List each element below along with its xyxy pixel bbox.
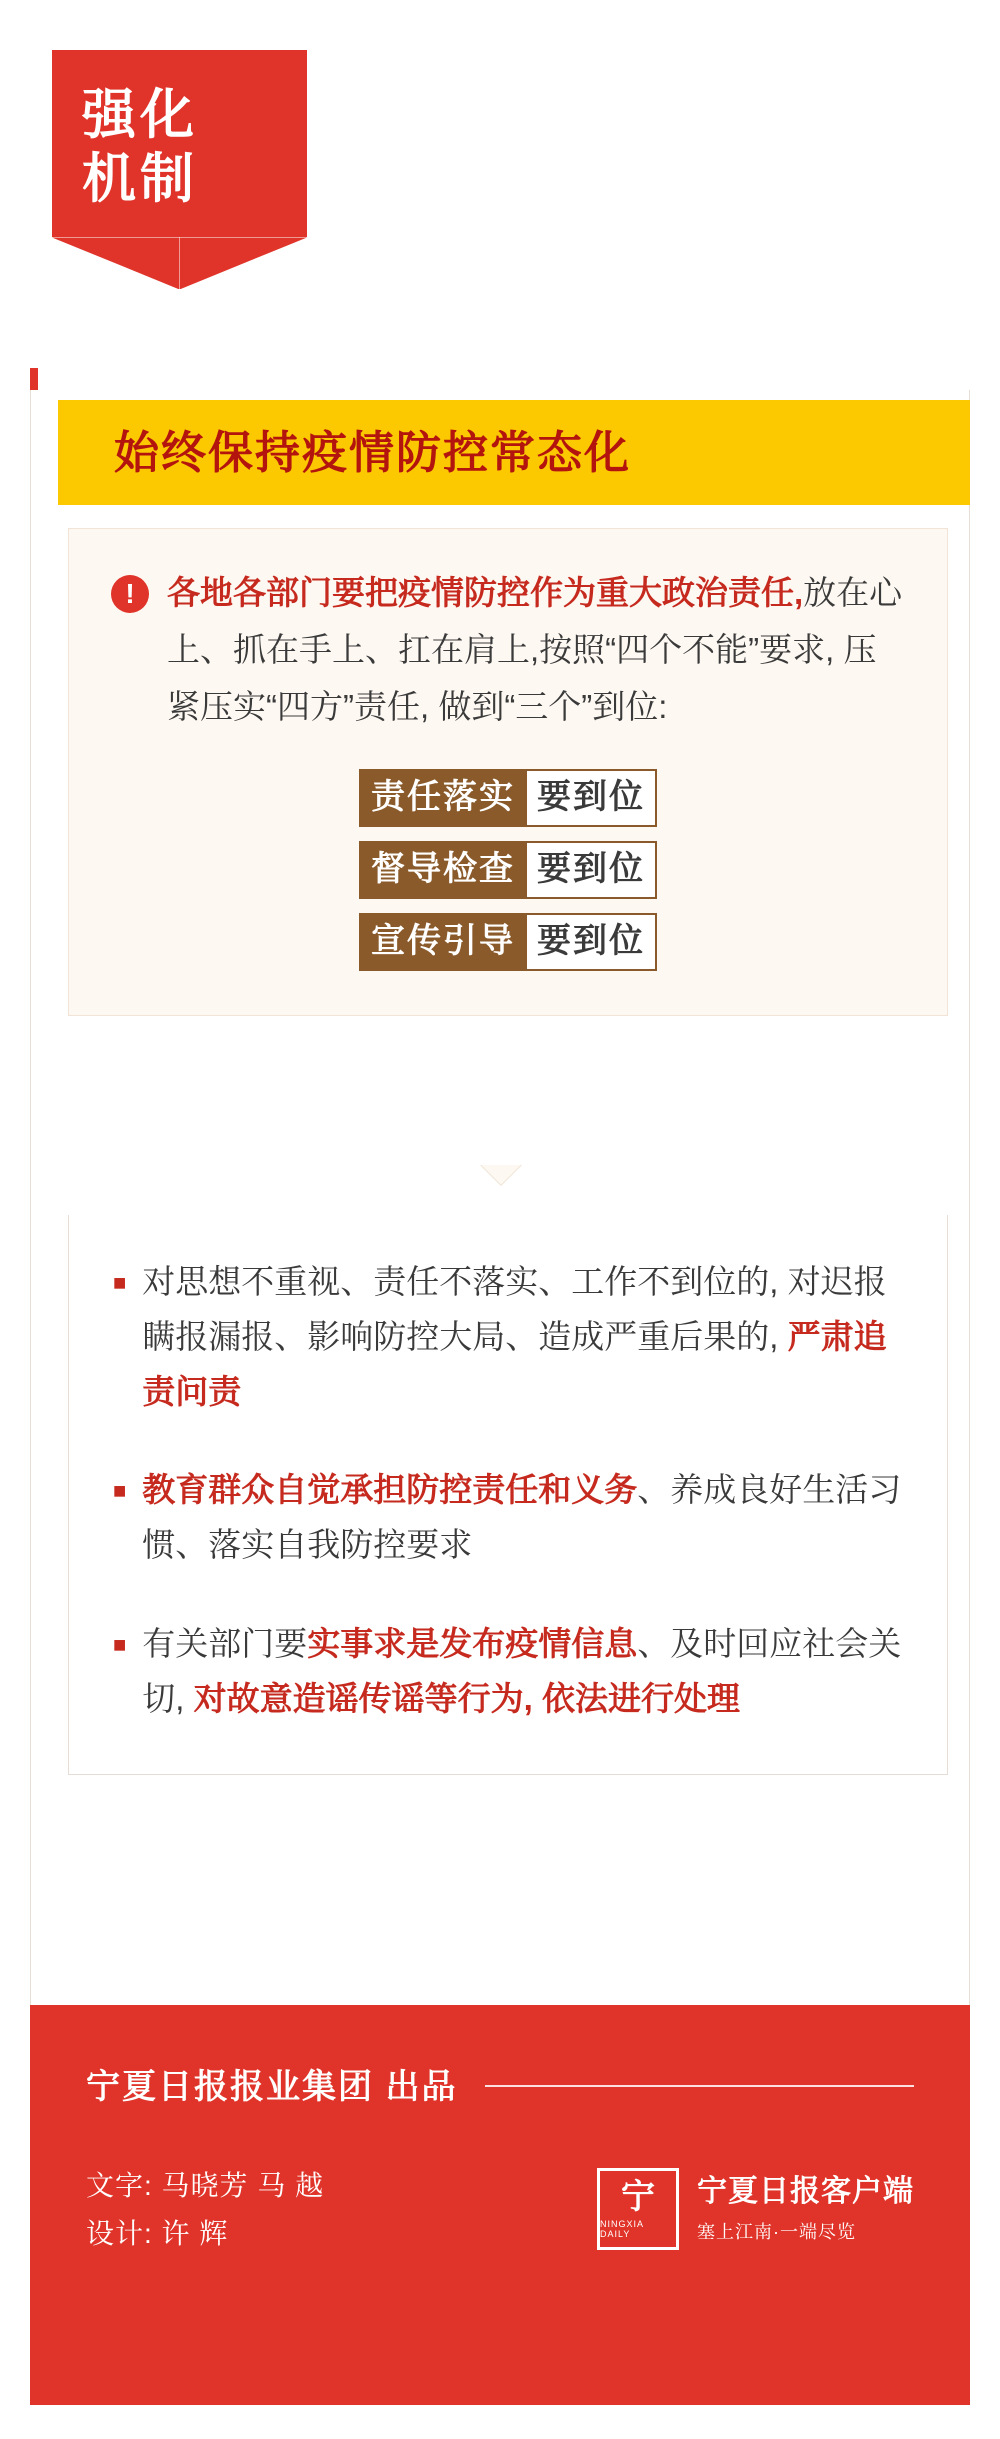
- brand-block: [597, 2168, 914, 2250]
- segment-emphasis: 实事求是发布疫情信息: [307, 1624, 638, 1662]
- credit-writer: 文字: 马晓芳 马 越: [86, 2170, 325, 2201]
- banner-body: [52, 50, 307, 237]
- slogan-rest: 要到位: [525, 769, 657, 827]
- credit-designer: 设计: 许 辉: [86, 2217, 229, 2249]
- segment-emphasis: 严肃追责问责: [142, 1317, 887, 1410]
- callout-box: [68, 528, 948, 1016]
- segment-plain: 、养成良好生活习惯、落实自我防控要求: [142, 1471, 902, 1564]
- list-item: [113, 1255, 903, 1419]
- bullet-list: [68, 1215, 948, 1775]
- banner-ribbon: [52, 50, 307, 289]
- slogan-emphasis: 责任落实: [359, 769, 525, 827]
- exclamation-icon: !: [111, 575, 149, 613]
- footer-credits-row: [86, 2162, 914, 2257]
- brand-text: [697, 2174, 914, 2244]
- slogan-item: [359, 913, 657, 971]
- segment-plain: 有关部门要: [142, 1624, 308, 1662]
- footer-divider: [485, 2085, 914, 2087]
- callout-paragraph-emphasis: 各地各部门要把疫情防控作为重大政治责任,: [167, 574, 804, 611]
- brand-name: 宁夏日报客户端: [697, 2175, 914, 2208]
- slogan-emphasis: 督导检查: [359, 841, 525, 899]
- list-item-text: [142, 1255, 903, 1419]
- section-header: [58, 400, 970, 505]
- seal-logo-icon: [597, 2168, 679, 2250]
- section-title: 始终保持疫情防控常态化: [114, 427, 632, 478]
- bullet-square-icon: ■: [113, 1631, 127, 1657]
- callout-paragraph-rest: 放在心上、抓在手上、扛在肩上,按照“四个不能”要求, 压紧压实“四方”责任, 做到“三个”到位:: [167, 574, 903, 725]
- slogan-rest: 要到位: [525, 841, 657, 899]
- segment-emphasis: 对故意造谣传谣等行为, 依法进行处理: [193, 1679, 740, 1717]
- list-item-text: [142, 1463, 903, 1573]
- banner-line-1: 强化: [82, 85, 198, 145]
- callout-pointer: [478, 1165, 522, 1189]
- slogan-rest: 要到位: [525, 913, 657, 971]
- credits-block: [86, 2162, 324, 2257]
- banner-tail: [52, 237, 307, 289]
- footer-title: 宁夏日报报业集团 出品: [86, 2068, 458, 2106]
- list-item-text: [142, 1617, 903, 1727]
- slogan-list: [111, 769, 905, 971]
- slogan-emphasis: 宣传引导: [359, 913, 525, 971]
- seal-subtext: NINGXIA DAILY: [600, 2218, 644, 2239]
- footer: [30, 2005, 970, 2405]
- footer-title-row: [86, 2059, 914, 2108]
- segment-plain: 对思想不重视、责任不落实、工作不到位的, 对迟报瞒报漏报、影响防控大局、造成严重后果的,: [142, 1263, 887, 1355]
- slogan-item: [359, 841, 657, 899]
- bullet-square-icon: ■: [113, 1478, 127, 1504]
- segment-emphasis: 教育群众自觉承担防控责任和义务: [142, 1471, 638, 1509]
- slogan-item: [359, 769, 657, 827]
- list-item: [113, 1463, 903, 1573]
- list-item: [113, 1617, 903, 1727]
- banner-line-2: 机制: [82, 148, 198, 209]
- seal-character: 宁: [621, 2177, 655, 2216]
- bullet-square-icon: ■: [113, 1270, 127, 1295]
- callout-paragraph: [111, 565, 905, 735]
- brand-slogan: 塞上江南·一端尽览: [697, 2222, 856, 2242]
- segment-plain: 、及时回应社会关切,: [142, 1624, 902, 1717]
